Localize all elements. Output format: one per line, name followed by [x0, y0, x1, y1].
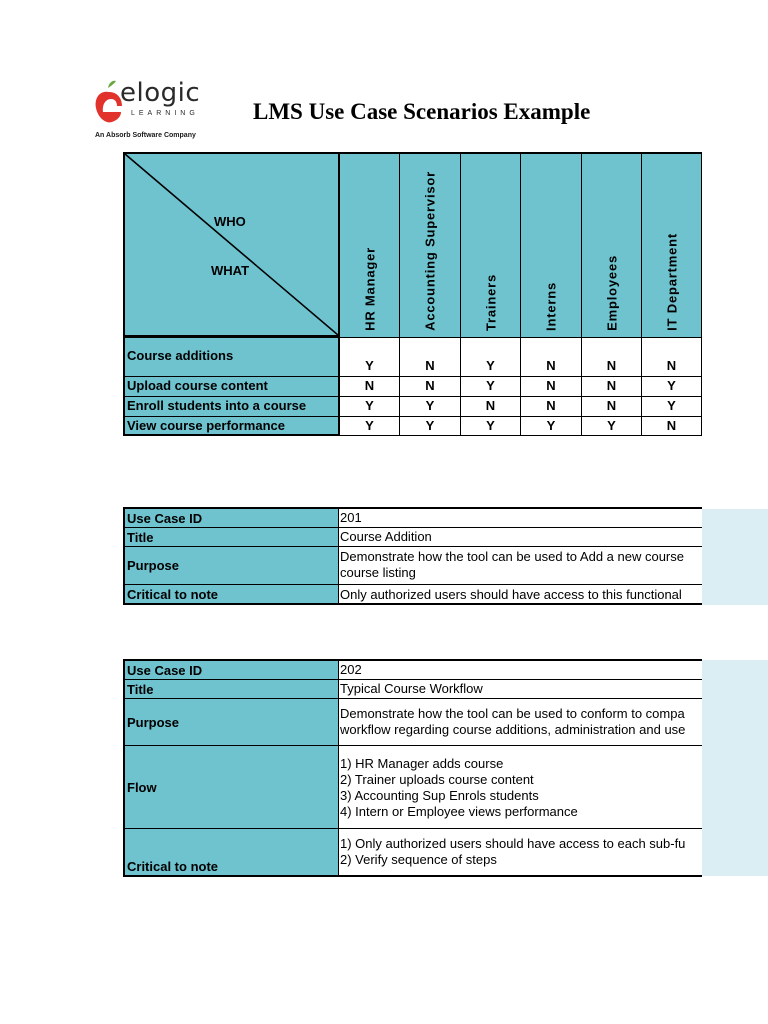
column-header-it-department	[642, 152, 702, 337]
purpose-line: Demonstrate how the tool can be used to Add a new course	[340, 549, 684, 564]
column-header-label: HR Manager	[362, 247, 377, 331]
elogic-logo	[94, 80, 214, 142]
matrix-cell: Y	[642, 396, 702, 416]
title-value: Course Addition	[339, 528, 702, 547]
page-title: LMS Use Case Scenarios Example	[253, 99, 591, 124]
use-case-id-row	[123, 661, 702, 680]
row-label: Title	[123, 680, 339, 699]
side-band	[702, 660, 768, 876]
matrix-cell: Y	[461, 416, 521, 436]
matrix-cell: Y	[340, 337, 400, 376]
column-header-label: Employees	[604, 255, 619, 331]
column-header-label: IT Department	[664, 233, 679, 331]
row-label: Critical to note	[123, 585, 339, 604]
matrix-cell: Y	[400, 416, 461, 436]
who-label: WHO	[214, 214, 246, 229]
row-label: Purpose	[123, 547, 339, 585]
matrix-cell: Y	[400, 396, 461, 416]
purpose-line: Demonstrate how the tool can be used to conform to compa	[340, 706, 685, 721]
matrix-bottom-border	[123, 434, 340, 436]
use-case-201-table	[123, 509, 702, 605]
title-value: Typical Course Workflow	[339, 680, 702, 699]
matrix-cell: N	[521, 396, 582, 416]
matrix-cell: N	[582, 376, 642, 396]
purpose-line: workflow regarding course additions, administration and use	[340, 722, 686, 737]
purpose-value	[339, 547, 702, 585]
matrix-cell: N	[582, 337, 642, 376]
matrix-cell: Y	[461, 376, 521, 396]
row-label: Title	[123, 528, 339, 547]
use-case-id-value: 201	[339, 509, 702, 528]
matrix-cell: N	[642, 416, 702, 436]
purpose-row	[123, 699, 702, 746]
use-case-id-value: 202	[339, 661, 702, 680]
critical-line: 1) Only authorized users should have access to each sub-fu	[340, 836, 686, 851]
purpose-row	[123, 547, 702, 585]
flow-value	[339, 746, 702, 829]
matrix-cell: N	[461, 396, 521, 416]
logo-sub-text: LEARNING	[131, 110, 199, 117]
row-label: Use Case ID	[123, 661, 339, 680]
column-header-trainers	[461, 152, 521, 337]
critical-row	[123, 585, 702, 604]
matrix-cell: N	[340, 376, 400, 396]
use-case-id-row	[123, 509, 702, 528]
flow-step: 1) HR Manager adds course	[340, 756, 504, 771]
matrix-cell: N	[521, 337, 582, 376]
column-header-hr-manager	[340, 152, 400, 337]
row-label: Purpose	[123, 699, 339, 746]
matrix-row-label: Course additions	[123, 337, 340, 376]
side-band	[702, 509, 768, 605]
matrix-cell: Y	[340, 416, 400, 436]
critical-value: Only authorized users should have access to this functional	[339, 585, 702, 604]
matrix-cell: N	[642, 337, 702, 376]
row-label: Critical to note	[123, 829, 339, 875]
title-row	[123, 680, 702, 699]
flow-step: 4) Intern or Employee views performance	[340, 804, 578, 819]
matrix-row-label: Enroll students into a course	[123, 396, 340, 416]
table-bottom-border	[123, 603, 702, 605]
critical-value	[339, 829, 702, 875]
matrix-cell: N	[582, 396, 642, 416]
purpose-line: course listing	[340, 565, 416, 580]
matrix-cell: Y	[340, 396, 400, 416]
matrix-corner-cell	[123, 152, 340, 337]
logo-brand-text: elogic	[120, 78, 201, 108]
critical-line: 2) Verify sequence of steps	[340, 852, 497, 867]
column-header-interns	[521, 152, 582, 337]
flow-step: 3) Accounting Sup Enrols students	[340, 788, 539, 803]
critical-row	[123, 829, 702, 875]
who-what-matrix	[123, 152, 702, 436]
column-header-label: Interns	[543, 282, 559, 331]
flow-step: 2) Trainer uploads course content	[340, 772, 534, 787]
title-row	[123, 528, 702, 547]
matrix-cell: N	[400, 376, 461, 396]
matrix-cell: N	[400, 337, 461, 376]
matrix-cell: N	[521, 376, 582, 396]
matrix-cell: Y	[582, 416, 642, 436]
use-case-202-table	[123, 661, 702, 877]
matrix-cell: Y	[521, 416, 582, 436]
logo-company-text: An Absorb Software Company	[95, 132, 196, 139]
purpose-value	[339, 699, 702, 746]
flow-row	[123, 746, 702, 829]
matrix-values-bottom-border	[340, 435, 702, 436]
what-label: WHAT	[211, 263, 250, 278]
table-bottom-border	[123, 875, 702, 877]
row-label: Flow	[123, 746, 339, 829]
column-header-label: Trainers	[483, 274, 498, 331]
column-header-label: Accounting Supervisor	[422, 171, 438, 331]
column-header-accounting-supervisor	[400, 152, 461, 337]
matrix-row-label: View course performance	[123, 416, 340, 436]
matrix-row-label: Upload course content	[123, 376, 340, 396]
matrix-cell: Y	[642, 376, 702, 396]
row-label: Use Case ID	[123, 509, 339, 528]
diagonal-divider	[125, 154, 338, 335]
column-header-employees	[582, 152, 642, 337]
matrix-cell: Y	[461, 337, 521, 376]
